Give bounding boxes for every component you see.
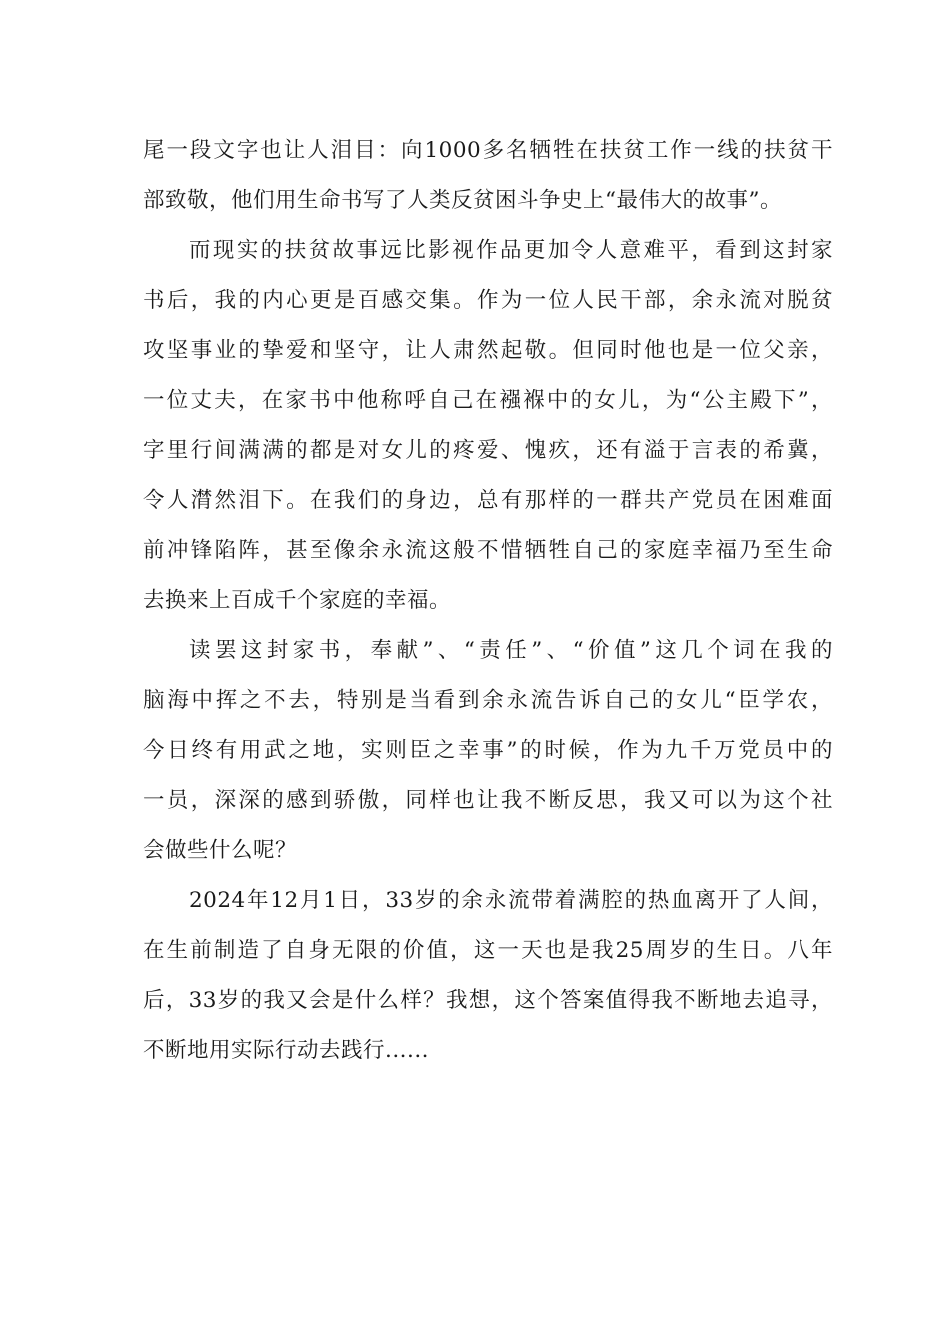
text-line: 不断地用实际行动去践行...... bbox=[143, 1038, 430, 1063]
text-line: 今日终有用武之地，实则臣之幸事”的时候，作为九千万党员中的 bbox=[143, 738, 833, 763]
text-line: 去换来上百成千个家庭的幸福。 bbox=[143, 588, 452, 613]
text-line: 一员，深深的感到骄傲，同样也让我不断反思，我又可以为这个社 bbox=[143, 788, 833, 813]
text-line: 尾一段文字也让人泪目：向1000多名牺牲在扶贫工作一线的扶贫干 bbox=[143, 138, 833, 163]
text-line: 字里行间满满的都是对女儿的疼爱、愧疚，还有溢于言表的希冀， bbox=[143, 438, 833, 463]
text-line: 在生前制造了自身无限的价值，这一天也是我25周岁的生日。八年 bbox=[143, 938, 833, 963]
text-line: 前冲锋陷阵，甚至像余永流这般不惜牺牲自己的家庭幸福乃至生命 bbox=[143, 538, 833, 563]
text-line: 而现实的扶贫故事远比影视作品更加令人意难平，看到这封家 bbox=[189, 238, 833, 263]
text-line: 脑海中挥之不去，特别是当看到余永流告诉自己的女儿“臣学农， bbox=[143, 688, 833, 713]
text-line: 会做些什么呢？ bbox=[143, 838, 298, 863]
text-line: 后，33岁的我又会是什么样？我想，这个答案值得我不断地去追寻， bbox=[143, 988, 833, 1013]
text-line: 部致敬，他们用生命书写了人类反贫困斗争史上“最伟大的故事”。 bbox=[143, 188, 782, 213]
text-line: 2024年12月1日，33岁的余永流带着满腔的热血离开了人间， bbox=[189, 888, 833, 913]
text-line: 读罢这封家书，奉献”、“责任”、“价值”这几个词在我的 bbox=[189, 638, 833, 663]
text-line: 书后，我的内心更是百感交集。作为一位人民干部，余永流对脱贫 bbox=[143, 288, 833, 313]
text-line: 令人潸然泪下。在我们的身边，总有那样的一群共产党员在困难面 bbox=[143, 488, 833, 513]
text-line: 攻坚事业的挚爱和坚守，让人肃然起敬。但同时他也是一位父亲， bbox=[143, 338, 833, 363]
text-line: 一位丈夫，在家书中他称呼自己在襁褓中的女儿，为“公主殿下”， bbox=[143, 388, 833, 413]
